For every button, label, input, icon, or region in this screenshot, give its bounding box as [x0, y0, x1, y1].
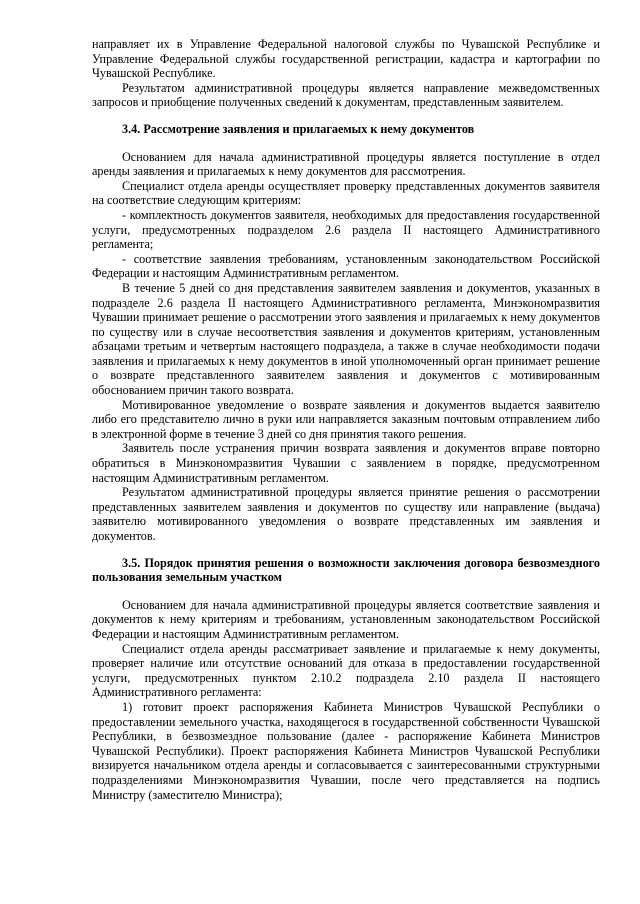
list-item: - комплектность документов заявителя, необходимых для предоставления государственной услуги, предусмотренных подразделом 2.6 раздела II настоящего Административного регламента;: [92, 207, 600, 252]
paragraph: Мотивированное уведомление о возврате заявления и документов выдается заявителю либо его представителю лично в руки или направляется заказным почтовым отправлением либо в электронной форме в течение 3 дней со дня принятия такого решения.: [92, 397, 600, 441]
list-item: - соответствие заявления требованиям, установленным законодательством Российской Федерации и настоящим Административным регламентом.: [92, 251, 600, 281]
section-heading-3-5: 3.5. Порядок принятия решения о возможности заключения договора безвозмездного пользования земельным участком: [92, 555, 600, 585]
paragraph: Специалист отдела аренды осуществляет проверку представленных документов заявителя на соответствие следующим критериям:: [92, 178, 600, 208]
paragraph: Результатом административной процедуры является принятие решения о рассмотрении представленных заявителем заявления и документов по существу или направление (выдача) заявителю мотивированного уведомления о возврате представленных им заявления и документов.: [92, 485, 600, 543]
paragraph: Основанием для начала административной процедуры является поступление в отдел аренды заявления и прилагаемых к нему документов для рассмотрения.: [92, 149, 600, 179]
section-heading-3-4: 3.4. Рассмотрение заявления и прилагаемых к нему документов: [122, 121, 475, 136]
paragraph-continuation: направляет их в Управление Федеральной налоговой службы по Чувашской Республике и Управление Федеральной службы государственной регистрации, кадастра и картографии по Чувашской Республике.: [92, 37, 600, 81]
paragraph: Заявитель после устранения причин возврата заявления и документов вправе повторно обратиться в Минэкономразвития Чувашии с заявлением в порядке, предусмотренном настоящим Административным регламентом.: [92, 441, 600, 485]
paragraph: Результатом административной процедуры является направление межведомственных запросов и приобщение полученных сведений к документам, представленным заявителем.: [92, 80, 600, 110]
paragraph: Основанием для начала административной процедуры является соответствие заявления и документов к нему критериям и требованиям, установленным законодательством Российской Федерации и настоящим Административным регламентом.: [92, 597, 600, 641]
paragraph: 1) готовит проект распоряжения Кабинета Министров Чувашской Республики о предоставлении земельного участка, находящегося в государственной собственности Чувашской Республики, в безвозмездное пользование (далее - распоряжение Кабинета Министров Чувашской Республики). Проект распоряжения Кабинета Министров Чувашской Республики визируется начальником отдела аренды и согласовывается с заинтересованными структурными подразделениями Минэкономразвития Чувашии, после чего представляется на подпись Министру (заместителю Министра);: [92, 699, 600, 802]
paragraph: Специалист отдела аренды рассматривает заявление и прилагаемые к нему документы, проверяет наличие или отсутствие оснований для отказа в предоставлении государственной услуги, предусмотренных пунктом 2.10.2 подраздела 2.10 раздела II настоящего Административного регламента:: [92, 641, 600, 700]
paragraph: В течение 5 дней со дня представления заявителем заявления и документов, указанных в подразделе 2.6 раздела II настоящего Административного регламента, Минэкономразвития Чувашии принимает решение о рассмотрении этого заявления и прилагаемых к нему документов по существу или в случае несоответствия заявления и документов критериям, установленным абзацами третьим и четвертым настоящего подраздела, а также в случае необходимости подачи заявления и прилагаемых к нему документов в иной уполномоченный орган принимает решение о возврате представленного заявителем заявления и документов с мотивированным обоснованием причин такого возврата.: [92, 280, 600, 398]
